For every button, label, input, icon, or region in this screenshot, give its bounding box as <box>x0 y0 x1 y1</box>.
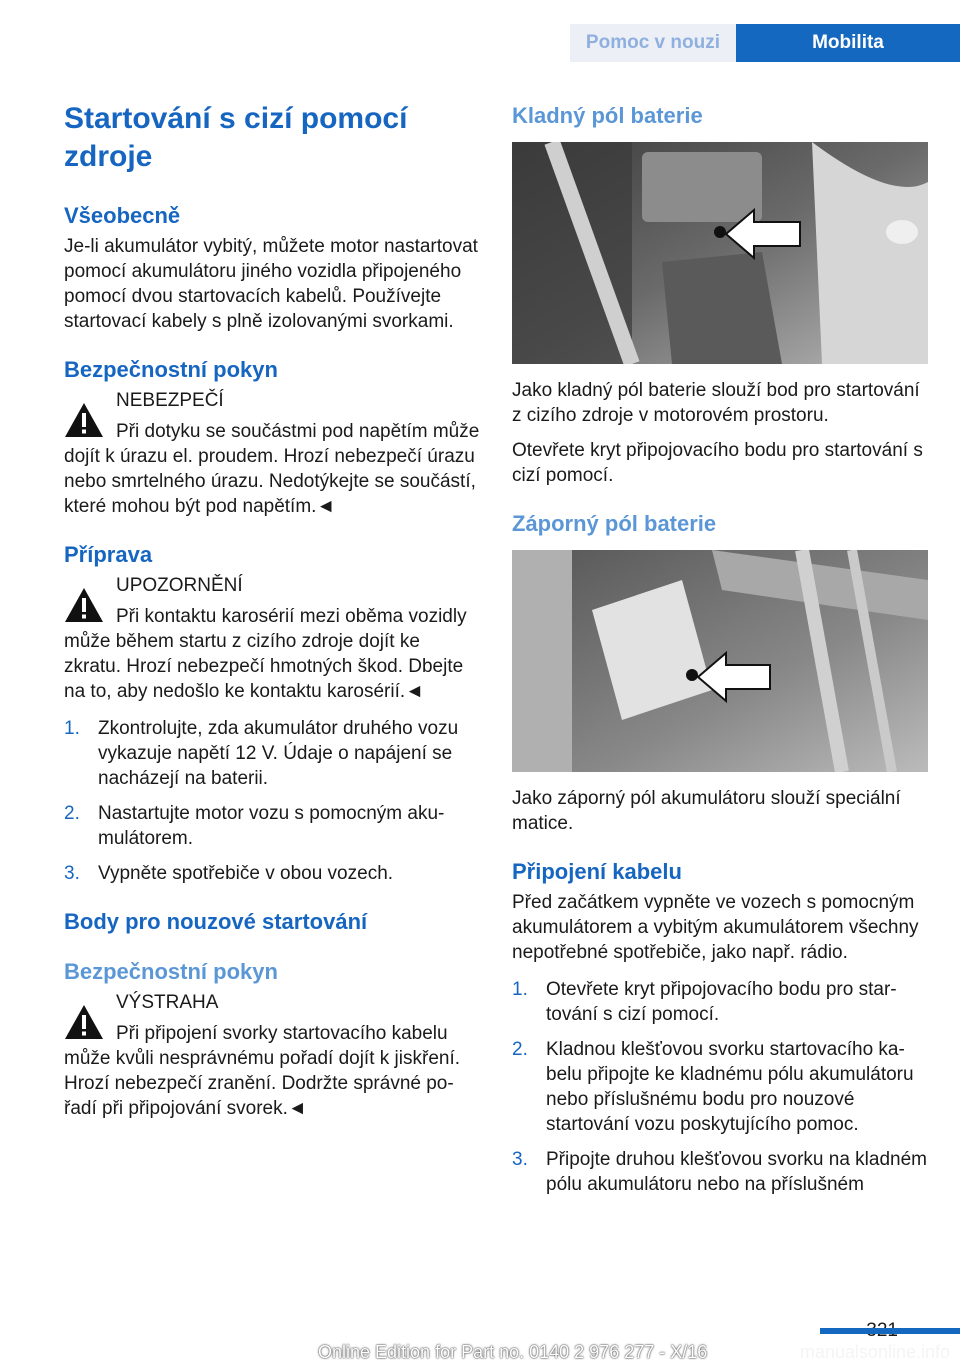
negative-text: Jako záporný pól akumulátoru slouží speciální matice. <box>512 788 901 834</box>
list-item <box>64 716 480 791</box>
step-text: Otevřete kryt připojovacího bodu pro startování s cizí pomocí. <box>546 979 897 1025</box>
prep-heading: Příprava <box>64 542 153 567</box>
positive-text-2: Otevřete kryt připojovacího bodu pro startování s cizí pomocí. <box>512 440 923 486</box>
chapter-tab[interactable]: Mobilita <box>736 24 960 62</box>
danger-notice <box>64 388 480 519</box>
step-number: 1. <box>64 718 80 739</box>
warning-title: VÝSTRAHA <box>116 992 219 1013</box>
list-item <box>64 861 480 886</box>
step-number: 3. <box>512 1149 528 1170</box>
danger-text: Při dotyku se součástmi pod napětím může dojít k úrazu el. proudem. Hrozí nebezpečí úrazu nebo smrtelného úrazu. Nedotýkejte se součástí, které mohou být pod napětím.◄ <box>64 421 480 517</box>
caution-notice <box>64 573 480 704</box>
list-item <box>512 1037 928 1137</box>
footer-accent-bar <box>820 1328 960 1334</box>
list-item <box>64 801 480 851</box>
negative-pole-photo <box>512 550 928 772</box>
general-text: Je-li akumulátor vybitý, můžete motor nastartovat pomocí akumulátoru jiného vozidla připojeného pomocí dvou startovacích kabelů. Používejte startovací kabely s plně izolovanými svorkami. <box>64 236 478 332</box>
step-text: Nastartujte motor vozu s pomocným akumulátorem. <box>98 803 445 849</box>
negative-heading: Záporný pól baterie <box>512 511 717 536</box>
step-number: 2. <box>512 1039 528 1060</box>
warning-triangle-icon <box>64 1004 104 1040</box>
safety2-heading: Bezpečnostní pokyn <box>64 959 278 984</box>
positive-heading: Kladný pól baterie <box>512 103 703 128</box>
prep-steps-list <box>64 716 480 886</box>
step-text: Připojte druhou klešťovou svorku na kladném pólu akumulátoru nebo na příslušném <box>546 1149 928 1195</box>
list-item <box>512 977 928 1027</box>
step-number: 2. <box>64 803 80 824</box>
section-tab[interactable]: Pomoc v nouzi <box>570 24 736 62</box>
page-footer <box>0 1320 960 1362</box>
header-tabs <box>570 24 960 62</box>
cable-heading: Připojení kabelu <box>512 859 682 884</box>
warning-triangle-icon <box>64 587 104 623</box>
step-number: 1. <box>512 979 528 1000</box>
page-title: Startování s cizí pomocí zdroje <box>64 102 408 173</box>
warning-notice <box>64 990 480 1121</box>
cable-steps-list <box>512 977 928 1197</box>
step-number: 3. <box>64 863 80 884</box>
points-heading: Body pro nouzové startování <box>64 909 368 934</box>
warning-triangle-icon <box>64 402 104 438</box>
safety-heading: Bezpečnostní pokyn <box>64 357 278 382</box>
positive-pole-photo <box>512 142 928 364</box>
warning-text: Při připojení svorky startovacího kabelu může kvůli nesprávnému pořadí dojít k jiskření. Hrozí nebezpečí zranění. Dodržte správné pořadí při připojování svorek.◄ <box>64 1023 461 1119</box>
cable-text: Před začátkem vypněte ve vozech s pomocným akumulátorem a vybitým akumulátorem všechny nepotřebné spotřebiče, jako např. rádio. <box>512 892 919 963</box>
right-column <box>512 100 928 1207</box>
step-text: Zkontrolujte, zda akumulátor druhého vozu vykazuje napětí 12 V. Údaje o napájení se nacházejí na baterii. <box>98 718 459 789</box>
edition-note: Online Edition for Part no. 0140 2 976 277 - X/16 <box>318 1342 708 1362</box>
positive-text-1: Jako kladný pól baterie slouží bod pro startování z cizího zdroje v motorovém prostoru. <box>512 380 920 426</box>
caution-title: UPOZORNĚNÍ <box>116 575 243 596</box>
caution-text: Při kontaktu karosérií mezi oběma vozidly může během startu z cizího zdroje dojít ke zkratu. Hrozí nebezpečí hmotných škod. Dbejte na to, aby nedošlo ke kontaktu karosérií.◄ <box>64 606 467 702</box>
danger-title: NEBEZPEČÍ <box>116 390 224 411</box>
list-item <box>512 1147 928 1197</box>
step-text: Kladnou klešťovou svorku startovacího kabelu připojte ke kladnému pólu akumulátoru nebo příslušnému bodu pro nouzové startování vozu poskytujícího pomoc. <box>546 1039 914 1135</box>
general-heading: Všeobecně <box>64 203 181 228</box>
left-column <box>64 100 480 1131</box>
step-text: Vypněte spotřebiče v obou vozech. <box>98 863 394 884</box>
watermark: manualsonline.info <box>799 1342 950 1362</box>
